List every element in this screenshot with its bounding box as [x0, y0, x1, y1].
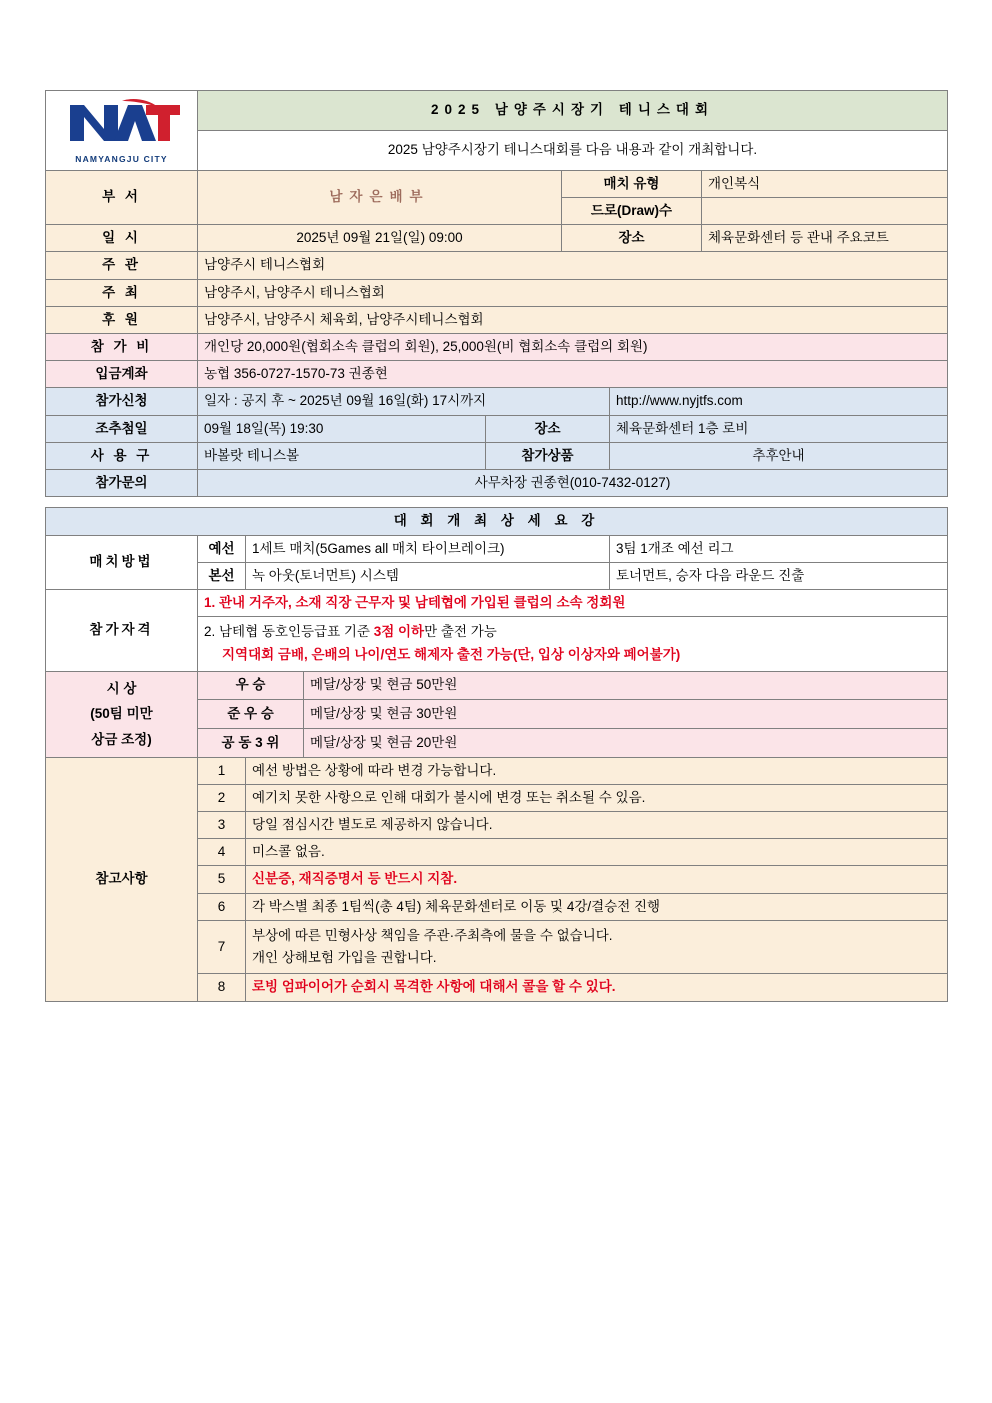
apply-label: 참가신청: [46, 388, 198, 415]
place-label: 장소: [562, 225, 702, 252]
award-row-0: [46, 671, 948, 700]
qualification-text-0: 1. 관내 거주자, 소재 직장 근무자 및 남테협에 가입된 클럽의 소속 정회원: [204, 594, 626, 610]
note-text-7: 로빙 엄파이어가 순회시 목격한 사항에 대해서 콜을 할 수 있다.: [246, 974, 948, 1001]
prize-goods-value: 추후안내: [610, 442, 948, 469]
fee-label: 참 가 비: [46, 334, 198, 361]
ball-value: 바볼랏 테니스볼: [198, 442, 486, 469]
note-text-2: 당일 점심시간 별도로 제공하지 않습니다.: [246, 811, 948, 838]
details-section-title: 대 회 개 최 상 세 요 강: [46, 508, 948, 535]
match-method-row-1: [46, 535, 948, 562]
organizer-row: [46, 252, 948, 279]
award-label-line3: 상금 조정): [91, 731, 152, 747]
note-number-1: 2: [198, 784, 246, 811]
logo-subtitle: NAMYANGJU CITY: [75, 154, 168, 165]
draw-date-row: [46, 415, 948, 442]
fee-value: 개인당 20,000원(협회소속 클럽의 회원), 25,000원(비 협회소속 클럽의 회원): [198, 334, 948, 361]
note-number-7: 8: [198, 974, 246, 1001]
host-row: [46, 279, 948, 306]
qualification-highlight: 3점 이하: [373, 624, 425, 640]
award-prize-1: 메달/상장 및 현금 30만원: [304, 700, 948, 729]
contact-label: 참가문의: [46, 470, 198, 497]
match-method-label: 매치방법: [46, 535, 198, 589]
header-row: [46, 91, 948, 131]
qualification-label: 참가자격: [46, 589, 198, 671]
qualification-line-b: [204, 646, 941, 664]
draw-label: 드로(Draw)수: [562, 197, 702, 224]
qualification-item-1: [198, 617, 948, 671]
note-text-6-line2: 개인 상해보험 가입을 권합니다.: [252, 950, 437, 966]
contact-value: 사무차장 권종현(010-7432-0127): [198, 470, 948, 497]
note-text-4: 신분증, 재직증명서 등 반드시 지참.: [246, 866, 948, 893]
apply-row: [46, 388, 948, 415]
qualification-line-a: [204, 623, 941, 641]
date-value: 2025년 09월 21일(일) 09:00: [198, 225, 562, 252]
sponsor-row: [46, 306, 948, 333]
logo-cell: [46, 91, 198, 171]
host-label: 주 최: [46, 279, 198, 306]
match-type-value: 개인복식: [702, 170, 948, 197]
sponsor-value: 남양주시, 남양주시 체육회, 남양주시테니스협회: [198, 306, 948, 333]
award-label-line1: 시 상: [106, 680, 137, 696]
note-text-1: 예기치 못한 사항으로 인해 대회가 불시에 변경 또는 취소될 수 있음.: [246, 784, 948, 811]
organizer-value: 남양주시 테니스협회: [198, 252, 948, 279]
dept-value: 남자은배부: [198, 170, 562, 224]
award-prize-2: 메달/상장 및 현금 20만원: [304, 728, 948, 757]
prize-goods-label: 참가상품: [486, 442, 610, 469]
organizer-label: 주 관: [46, 252, 198, 279]
sponsor-label: 후 원: [46, 306, 198, 333]
award-rank-1: 준 우 승: [198, 700, 304, 729]
ntа-logo-icon: [52, 95, 191, 152]
note-text-5: 각 박스별 최종 1팀씩(총 4팀) 체육문화센터로 이동 및 4강/결승전 진행: [246, 893, 948, 920]
notes-row-0: [46, 757, 948, 784]
tournament-notice-table: [45, 90, 948, 1002]
page-title: 2025 남양주시장기 테니스대회: [198, 91, 948, 131]
contact-row: [46, 470, 948, 497]
match-stage-1: 본선: [198, 562, 246, 589]
qualification-row-1: [46, 589, 948, 616]
note-number-3: 4: [198, 839, 246, 866]
draw-place-label: 장소: [486, 415, 610, 442]
note-number-6: 7: [198, 920, 246, 973]
dept-match-type-row: [46, 170, 948, 197]
draw-date-value: 09월 18일(목) 19:30: [198, 415, 486, 442]
date-place-row: [46, 225, 948, 252]
match-stage-0: 예선: [198, 535, 246, 562]
namyangju-tennis-logo-icon: [62, 95, 182, 147]
draw-place-value: 체육문화센터 1층 로비: [610, 415, 948, 442]
spacer: [46, 497, 948, 508]
account-row: [46, 361, 948, 388]
qualification-pre: 2. 남테협 동호인등급표 기준: [204, 624, 374, 640]
note-text-3: 미스콜 없음.: [246, 839, 948, 866]
place-value: 체육문화센터 등 관내 주요코트: [702, 225, 948, 252]
notes-label: 참고사항: [46, 757, 198, 1001]
match-type-label: 매치 유형: [562, 170, 702, 197]
award-rank-2: 공 동 3 위: [198, 728, 304, 757]
date-label: 일 시: [46, 225, 198, 252]
note-number-2: 3: [198, 811, 246, 838]
qualification-text-2: 지역대회 금배, 은배의 나이/연도 해제자 출전 가능(단, 입상 이상자와 페어불가): [222, 647, 681, 663]
account-label: 입금계좌: [46, 361, 198, 388]
host-value: 남양주시, 남양주시 테니스협회: [198, 279, 948, 306]
match-desc-1: 녹 아웃(토너먼트) 시스템: [246, 562, 610, 589]
note-text-0: 예선 방법은 상황에 따라 변경 가능합니다.: [246, 757, 948, 784]
note-number-0: 1: [198, 757, 246, 784]
match-desc-0: 1세트 매치(5Games all 매치 타이브레이크): [246, 535, 610, 562]
award-prize-0: 메달/상장 및 현금 50만원: [304, 671, 948, 700]
qualification-post: 만 출전 가능: [424, 624, 497, 640]
apply-url-link[interactable]: http://www.nyjtfs.com: [610, 388, 948, 415]
match-note-1: 토너먼트, 승자 다음 라운드 진출: [610, 562, 948, 589]
ball-prize-row: [46, 442, 948, 469]
note-text-6-line1: 부상에 따른 민형사상 책임을 주관·주최측에 물을 수 없습니다.: [252, 927, 613, 943]
note-number-5: 6: [198, 893, 246, 920]
fee-row: [46, 334, 948, 361]
section-title-row: [46, 508, 948, 535]
award-label: [46, 671, 198, 757]
draw-date-label: 조추첨일: [46, 415, 198, 442]
ball-label: 사 용 구: [46, 442, 198, 469]
apply-value: 일자 : 공지 후 ~ 2025년 09월 16일(화) 17시까지: [198, 388, 610, 415]
draw-value: [702, 197, 948, 224]
note-text-6: [246, 920, 948, 973]
award-label-line2: (50팀 미만: [90, 706, 153, 722]
dept-label: 부 서: [46, 170, 198, 224]
note-number-4: 5: [198, 866, 246, 893]
page-subtitle: 2025 남양주시장기 테니스대회를 다음 내용과 같이 개최합니다.: [198, 130, 948, 170]
qualification-item-0: [198, 589, 948, 616]
account-value: 농협 356-0727-1570-73 권종현: [198, 361, 948, 388]
match-note-0: 3팀 1개조 예선 리그: [610, 535, 948, 562]
spacer-row: [46, 497, 948, 508]
award-rank-0: 우 승: [198, 671, 304, 700]
